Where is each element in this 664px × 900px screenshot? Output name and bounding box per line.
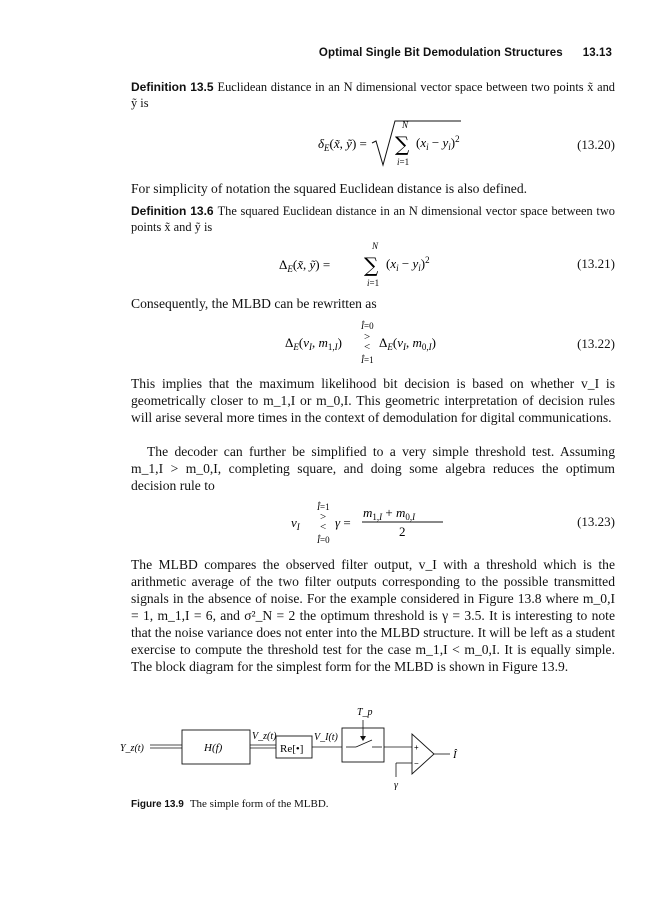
gamma-label: γ	[394, 780, 398, 790]
vz-label: V_z(t)	[252, 731, 277, 742]
figure-caption-text: The simple form of the MLBD.	[189, 798, 329, 810]
svg-text:ΔE(x̃, ỹ) =: $\Delta_E(x̃$, ỹ) =	[279, 257, 331, 274]
equation-13-22	[131, 318, 615, 378]
svg-text:N: N	[402, 120, 409, 130]
paragraph-mlbd: The MLBD compares the observed filter output, v_I with a threshold which is the arithmetic average of the two filter outputs corresponding to the possible transmitted signals in the absence of noise. For the example considered in Figure 13.8 where m_0,I = 1, m_1,I = 6, and σ²_N = 2 the optimum threshold is γ = 3.5. It is interesting to note that the noise variance does not enter into the MLBD structure. It will be left as a student exercise to compute the threshold test for the case m_1,I < m_0,I. It is equally simple. The block diagram for the simplest form for the MLBD is shown in Figure 13.9.	[131, 557, 615, 674]
svg-text:δE(x̃, ỹ) =: $\delta_E(x̃$, ỹ) =	[318, 136, 367, 153]
definition-text: Euclidean distance in an N dimensional vector space between two points x̃ and ỹ is	[131, 80, 616, 110]
svg-text:2: 2	[399, 524, 406, 539]
definition-text: The squared Euclidean distance in an N dimensional vector space between two points x̃ and ỹ is	[131, 204, 615, 234]
definition-label: Definition 13.5	[131, 80, 214, 94]
svg-text:>: >	[364, 331, 371, 343]
svg-text:(xi − yi)2: $(x_i - y_i)^2$	[386, 255, 430, 273]
plus-sign: +	[414, 743, 419, 752]
svg-text:Î=1: Î=1	[361, 355, 374, 365]
equation-13-21	[131, 240, 615, 300]
paragraph-decoder: The decoder can further be simplified to a very simple threshold test. Assuming m_1,I > m_0,I, completing square, and doing some algebra reduces the optimum decision rule to	[131, 444, 615, 493]
definition-13-6	[131, 203, 615, 235]
svg-text:>: >	[320, 511, 327, 523]
svg-text:ΔE(vI, m1,I): $\Delta_E(v_I$, $m_{1,}I$)	[285, 335, 342, 352]
filter-label: H(f)	[204, 742, 223, 754]
sampler-switch	[356, 740, 372, 747]
equation-number: (13.21)	[577, 256, 615, 271]
running-header	[319, 47, 612, 59]
svg-text:∑: ∑	[395, 132, 410, 156]
equation-13-23	[131, 500, 615, 560]
svg-text:(xi − yi)2: $(x_i - y_i)^2$	[416, 134, 460, 152]
svg-text:γ =: γ =	[335, 515, 351, 530]
equation-13-20-graphic	[131, 117, 615, 177]
svg-text:i=1: i=1	[397, 157, 410, 167]
figure-label: Figure 13.9	[131, 799, 184, 810]
svg-text:i=1: i=1	[367, 278, 380, 288]
page-number: 13.13	[582, 47, 612, 59]
figure-13-9-diagram	[120, 700, 520, 790]
comparator	[412, 734, 434, 774]
paragraph-implies: This implies that the maximum likelihood bit decision is based on whether v_I is geometrically closer to m_1,I or m_0,I. This geometric interpretation of decision rules will arise several more times in the context of demodulation for digital communications.	[131, 376, 615, 425]
equation-13-22-graphic	[131, 318, 615, 368]
equation-number: (13.22)	[577, 336, 615, 351]
definition-13-5	[131, 79, 615, 111]
real-part-label: Re[•]	[280, 743, 304, 755]
output-label: Î	[453, 749, 457, 761]
equation-number: (13.23)	[577, 514, 615, 529]
equation-13-20	[131, 117, 615, 177]
svg-text:m1,I + m0,I: $m_{1,}I + m_{0,}I$	[363, 505, 416, 522]
svg-text:N: N	[372, 241, 379, 251]
minus-sign: −	[414, 759, 419, 768]
svg-text:∑: ∑	[364, 253, 379, 277]
paragraph-simplicity: For simplicity of notation the squared Euclidean distance is also defined.	[131, 181, 528, 196]
svg-text:Î=1: Î=1	[317, 502, 330, 512]
tp-label: T_p	[357, 707, 373, 718]
figure-caption	[131, 798, 329, 810]
definition-label: Definition 13.6	[131, 204, 214, 218]
paragraph-consequently: Consequently, the MLBD can be rewritten as	[131, 296, 377, 311]
svg-text:Î=0: Î=0	[361, 321, 374, 331]
svg-text:<: <	[320, 521, 327, 533]
input-label: Y_z(t)	[120, 743, 144, 754]
header-title: Optimal Single Bit Demodulation Structures	[318, 47, 563, 59]
svg-text:vI: $v_I$	[291, 515, 300, 532]
equation-13-23-graphic	[131, 500, 615, 550]
svg-text:ΔE(vI, m0,I): $\Delta_E(v_I$, $m_{0,}I$)	[379, 335, 436, 352]
equation-13-21-graphic	[131, 240, 615, 290]
vi-label: V_I(t)	[314, 732, 338, 743]
equation-number: (13.20)	[577, 137, 615, 152]
svg-text:Î=0: Î=0	[317, 535, 330, 545]
svg-text:<: <	[364, 341, 371, 353]
